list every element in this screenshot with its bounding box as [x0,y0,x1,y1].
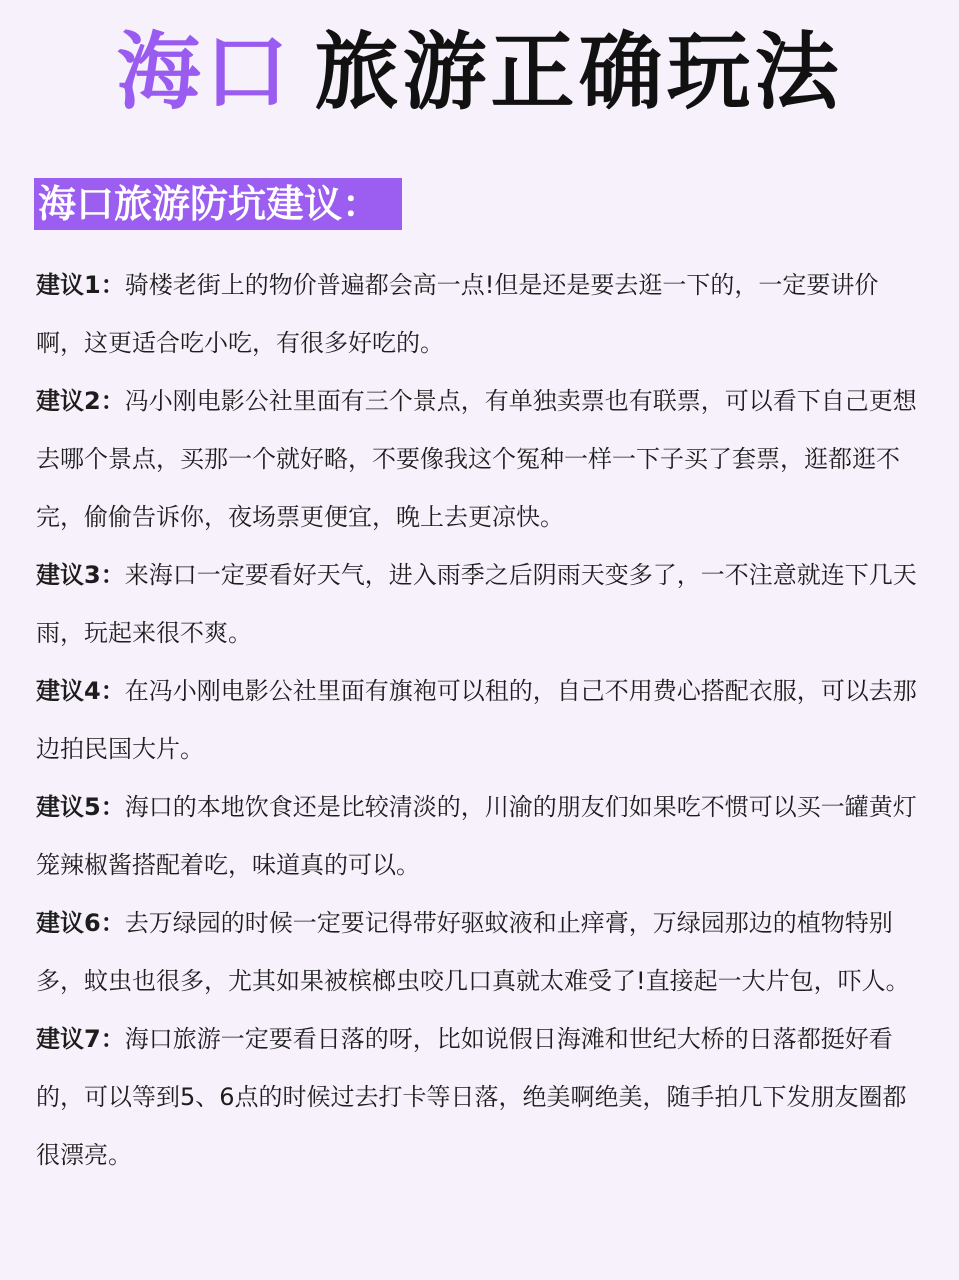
tip-label: 建议2： [36,387,125,415]
tip-item-1 [36,256,926,372]
tip-item-7 [36,1010,926,1184]
title-rest: 旅游正确玩法 [314,23,843,121]
tip-item-6 [36,894,926,1010]
section-heading: 海口旅游防坑建议： [34,178,402,230]
tip-label: 建议5： [36,793,125,821]
title-accent: 海口 [116,23,293,121]
tip-label: 建议7： [36,1025,125,1053]
tip-item-2 [36,372,926,546]
tip-item-3 [36,546,926,662]
tip-label: 建议4： [36,677,125,705]
tip-text: 在冯小刚电影公社里面有旗袍可以租的，自己不用费心搭配衣服，可以去那边拍民国大片。 [36,677,917,763]
tip-label: 建议1： [36,271,125,299]
tip-text: 海口的本地饮食还是比较清淡的，川渝的朋友们如果吃不惯可以买一罐黄灯笼辣椒酱搭配着吃，味道真的可以。 [36,793,917,879]
tip-item-5 [36,778,926,894]
tip-item-4 [36,662,926,778]
tips-list [36,256,926,1184]
tip-text: 冯小刚电影公社里面有三个景点，有单独卖票也有联票，可以看下自己更想去哪个景点，买那一个就好略，不要像我这个冤种一样一下子买了套票，逛都逛不完，偷偷告诉你，夜场票更便宜，晚上去更凉快。 [36,387,917,531]
tip-text: 海口旅游一定要看日落的呀，比如说假日海滩和世纪大桥的日落都挺好看的，可以等到5、6点的时候过去打卡等日落，绝美啊绝美，随手拍几下发朋友圈都很漂亮。 [36,1025,907,1169]
page-title [0,22,959,122]
tip-text: 去万绿园的时候一定要记得带好驱蚊液和止痒膏，万绿园那边的植物特别多，蚊虫也很多，尤其如果被槟榔虫咬几口真就太难受了!直接起一大片包，吓人。 [36,909,910,995]
tip-label: 建议3： [36,561,125,589]
tip-text: 骑楼老街上的物价普遍都会高一点!但是还是要去逛一下的，一定要讲价啊，这更适合吃小吃，有很多好吃的。 [36,271,879,357]
tip-text: 来海口一定要看好天气，进入雨季之后阴雨天变多了，一不注意就连下几天雨，玩起来很不爽。 [36,561,917,647]
tip-label: 建议6： [36,909,125,937]
